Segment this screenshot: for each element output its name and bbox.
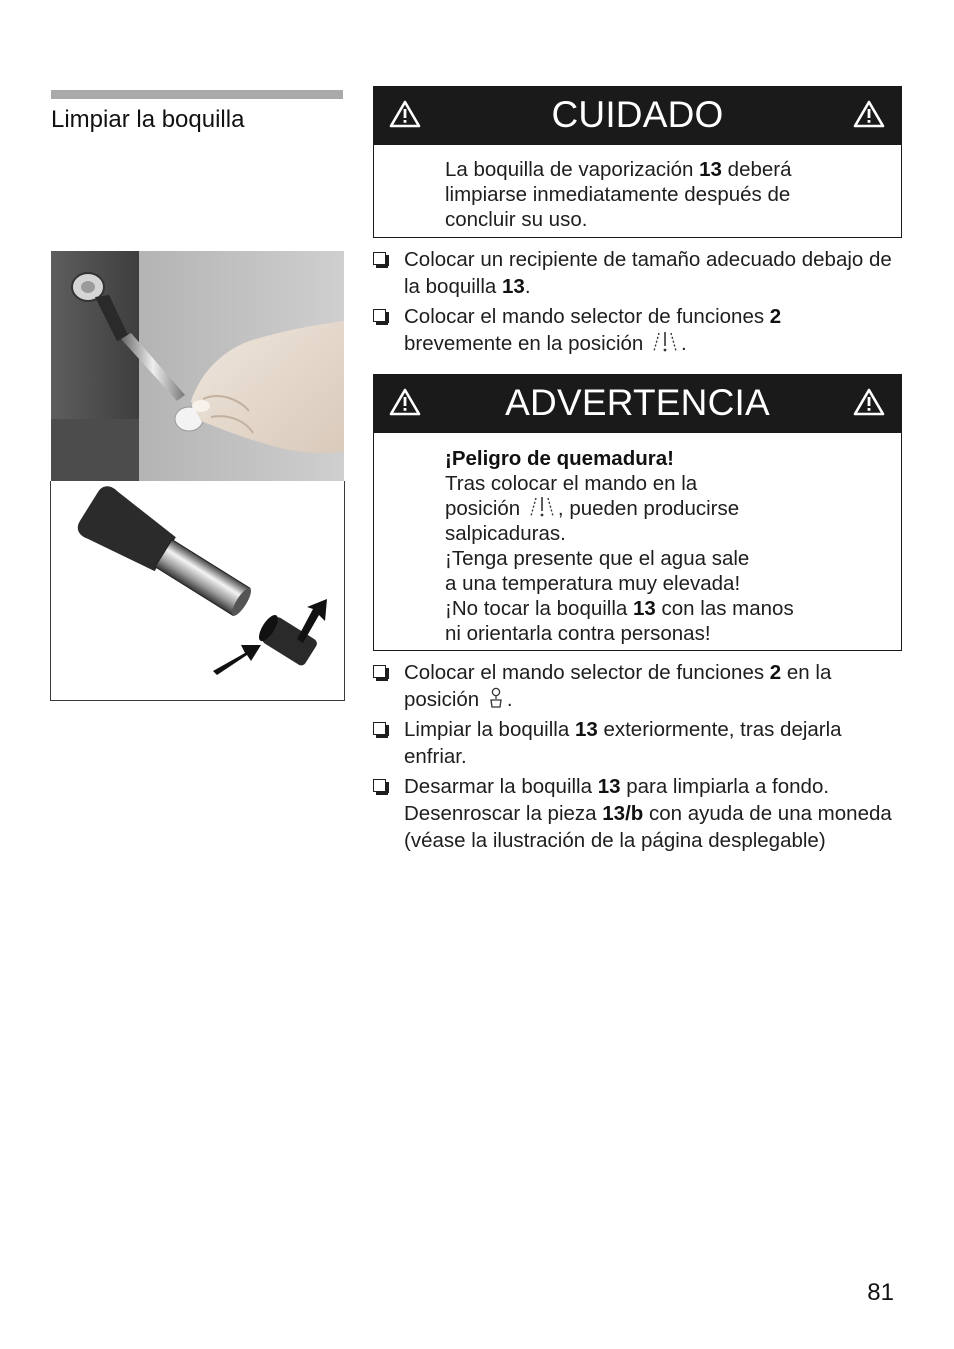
text: Desarmar la boquilla xyxy=(404,775,598,798)
text: Limpiar la boquilla xyxy=(404,718,575,741)
text: ¡No tocar la boquilla xyxy=(445,597,634,620)
text: salpicaduras. xyxy=(445,522,566,545)
ref-number: 13 xyxy=(597,775,621,798)
checkbox-bullet-icon xyxy=(373,722,386,735)
caution-box xyxy=(373,86,902,238)
text: ¡Tenga presente que el agua sale xyxy=(445,547,750,570)
text: ni orientarla contra personas! xyxy=(445,622,711,645)
text: Tras colocar el mando en la xyxy=(445,472,698,495)
text: Colocar el mando selector de funciones xyxy=(404,305,770,328)
warning-title: ADVERTENCIA xyxy=(505,382,770,423)
ref-number: 13 xyxy=(502,275,525,298)
ref-number: 13 xyxy=(574,718,598,741)
warning-triangle-icon xyxy=(853,100,885,128)
ref-number: 13/b xyxy=(602,802,644,825)
text: . xyxy=(524,275,531,298)
steam-position-icon xyxy=(529,496,555,518)
ref-number: 2 xyxy=(769,661,782,684)
text: a una temperatura muy elevada! xyxy=(445,572,741,595)
warning-box xyxy=(373,374,902,651)
caution-text xyxy=(374,145,825,236)
text: . xyxy=(506,688,513,711)
ref-number: 13 xyxy=(699,158,722,181)
text: , pueden producirse xyxy=(557,497,740,520)
cleaning-photo xyxy=(51,251,344,481)
text: ¡Peligro de quemadura! xyxy=(445,447,674,470)
text: . xyxy=(681,332,687,355)
text: Colocar el mando selector de funciones xyxy=(404,661,770,684)
caution-paragraph xyxy=(445,157,805,232)
ref-number: 13 xyxy=(633,597,656,620)
checkbox-bullet-icon xyxy=(373,309,386,322)
text: Colocar un recipiente de tamaño adecuado debajo de la boquilla xyxy=(404,248,892,298)
text: deberá limpiarse inmediatamente después de concluir su uso. xyxy=(445,158,792,231)
list-item xyxy=(373,303,893,357)
text: para limpiarla a fondo. xyxy=(620,775,830,798)
list-item xyxy=(373,246,893,300)
steam-position-icon xyxy=(652,331,678,353)
warning-heading xyxy=(445,446,881,471)
checkbox-bullet-icon xyxy=(373,779,386,792)
caution-title: CUIDADO xyxy=(551,94,724,135)
page-number: 81 xyxy=(867,1279,894,1306)
hot-water-position-icon xyxy=(488,687,504,709)
warning-header xyxy=(374,375,901,433)
instruction-list-2 xyxy=(373,659,893,857)
text: con las manos xyxy=(655,597,794,620)
text-line xyxy=(445,596,881,621)
list-item xyxy=(373,773,893,854)
warning-text xyxy=(374,433,901,650)
section-title: Limpiar la boquilla xyxy=(51,106,245,133)
checkbox-bullet-icon xyxy=(373,252,386,265)
text: brevemente en la posición xyxy=(404,332,650,355)
ref-number: 2 xyxy=(769,305,782,328)
text-line xyxy=(445,496,881,521)
text: exteriormente, tras dejarla enfriar. xyxy=(404,718,842,768)
caution-header xyxy=(374,87,901,145)
text: posición xyxy=(445,497,526,520)
text: con ayuda de una moneda (véase la ilustración de la página desplegable) xyxy=(404,802,892,852)
text: Desenroscar la pieza xyxy=(404,802,603,825)
section-divider xyxy=(51,90,343,99)
text: en la posición xyxy=(404,661,832,711)
checkbox-bullet-icon xyxy=(373,665,386,678)
instruction-list-1 xyxy=(373,246,893,360)
list-item xyxy=(373,659,893,713)
warning-triangle-icon xyxy=(853,388,885,416)
nozzle-disassembly-illustration xyxy=(50,481,345,701)
text: La boquilla de vaporización xyxy=(445,158,700,181)
list-item xyxy=(373,716,893,770)
